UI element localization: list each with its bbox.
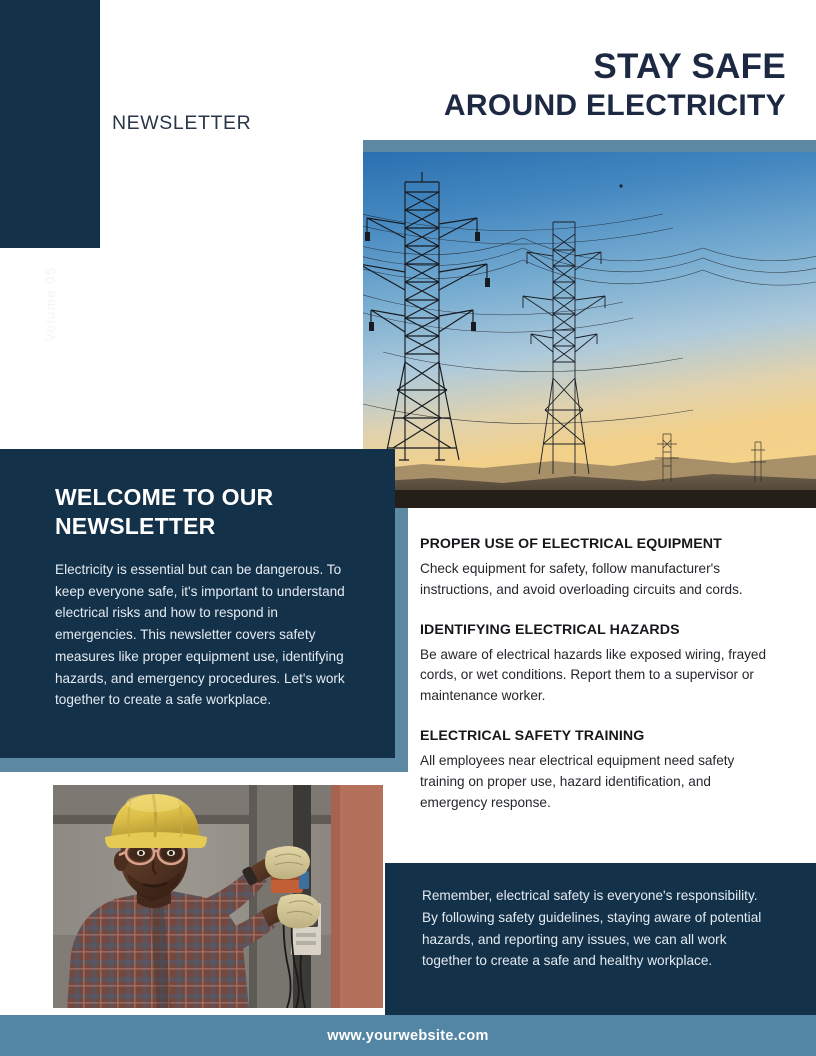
article-heading: ELECTRICAL SAFETY TRAINING xyxy=(420,727,645,744)
masthead-bar xyxy=(0,0,100,248)
article-heading: PROPER USE OF ELECTRICAL EQUIPMENT xyxy=(420,536,722,552)
article-body: Be aware of electrical hazards like exposed wiring, frayed cords, or wet conditions. Report them to a supervisor or maintenance worker. xyxy=(420,646,767,704)
closing-block xyxy=(385,863,816,1015)
title-line-one: STAY SAFE xyxy=(593,47,786,86)
closing-body: Remember, electrical safety is everyone's responsibility. By following safety guidelines, staying aware of potential hazards, and reporting any issues, we can all work together to create a safe and healthy workplace. xyxy=(422,888,762,969)
worker-photo xyxy=(53,785,383,1008)
volume-number: Volume 05 xyxy=(42,266,58,342)
welcome-body: Electricity is essential but can be dangerous. To keep everyone safe, it's important to understand electrical risks and how to respond in emergencies. This newsletter covers safety measures like proper equipment use, identifying hazards, and emergency procedures. Let's work together to create a safe workplace. xyxy=(55,561,345,708)
article-heading: IDENTIFYING ELECTRICAL HAZARDS xyxy=(420,621,680,638)
newsletter-kicker: NEWSLETTER xyxy=(112,112,252,134)
welcome-accent-bar xyxy=(0,758,408,772)
title-line-two: AROUND ELECTRICITY xyxy=(443,89,786,123)
website-url[interactable]: www.yourwebsite.com xyxy=(327,1027,489,1044)
welcome-panel xyxy=(0,449,395,758)
welcome-accent-side xyxy=(395,508,408,772)
article-body: Check equipment for safety, follow manufacturer's instructions, and avoid overloading circuits and cords. xyxy=(420,561,743,597)
article-list xyxy=(420,536,768,813)
page-title xyxy=(444,48,786,123)
welcome-title: WELCOME TO OUR NEWSLETTER xyxy=(55,484,274,540)
article-item xyxy=(420,728,768,813)
article-item xyxy=(420,536,768,601)
article-item xyxy=(420,622,768,707)
hero-image xyxy=(363,152,816,508)
footer-bar xyxy=(0,1015,816,1056)
article-body: All employees near electrical equipment need safety training on proper use, hazard identification, and emergency response. xyxy=(420,752,735,810)
